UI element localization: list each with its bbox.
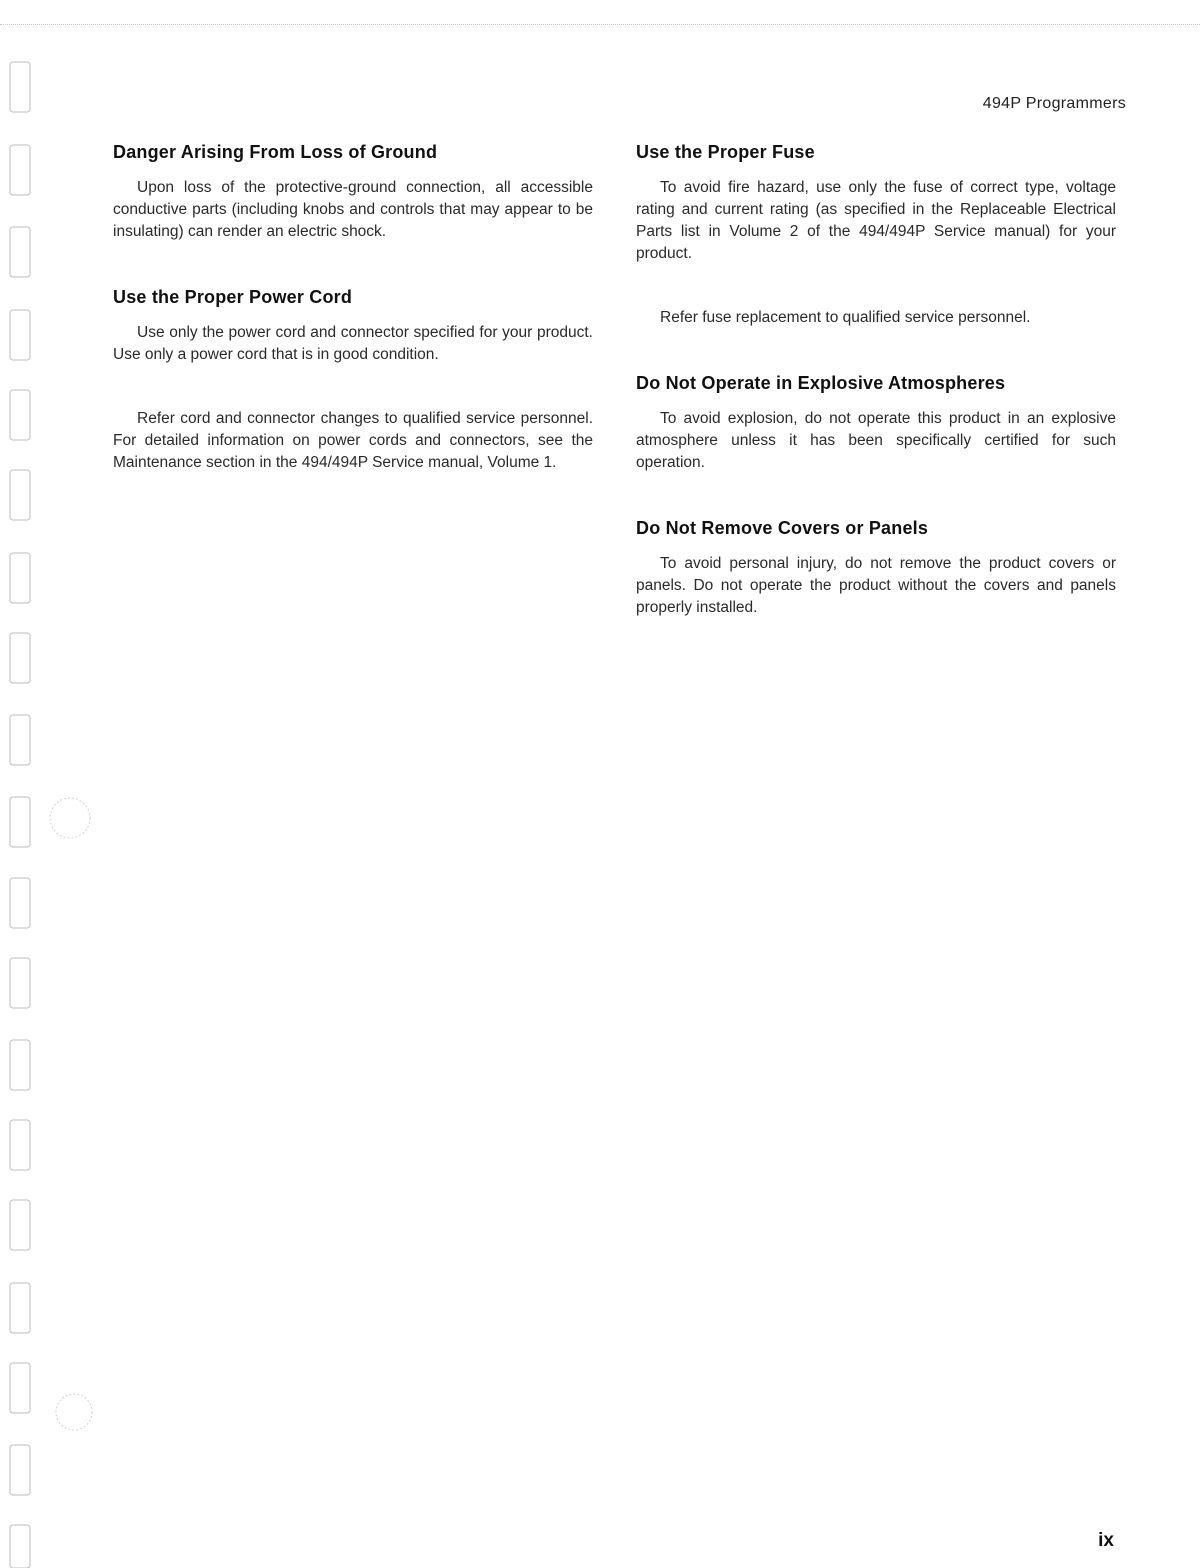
scan-top-edge <box>0 24 1200 25</box>
binder-hole <box>10 1363 30 1413</box>
binder-hole <box>10 145 30 195</box>
right-column <box>636 142 1116 619</box>
binder-hole <box>10 1120 30 1170</box>
section-paragraph: Refer fuse replacement to qualified service personnel. <box>660 309 1031 326</box>
section-heading: Do Not Remove Covers or Panels <box>636 518 929 538</box>
section-paragraph: Upon loss of the protective-ground connection, all accessible conductive parts (including knobs and controls that may appear to be insulating) can render an electric shock. <box>113 179 593 240</box>
binder-ring-mark <box>50 798 90 838</box>
binder-holes-graphic <box>0 0 110 1568</box>
section-heading: Use the Proper Power Cord <box>113 287 353 307</box>
section-paragraph: To avoid personal injury, do not remove the product covers or panels. Do not operate the product without the covers and panels properly installed. <box>636 555 1116 616</box>
page-number: ix <box>1098 1530 1114 1551</box>
binder-hole <box>10 958 30 1008</box>
binder-hole <box>10 797 30 847</box>
binder-hole <box>10 1200 30 1250</box>
section-loss-of-ground <box>113 142 593 243</box>
section-heading: Danger Arising From Loss of Ground <box>113 142 438 162</box>
section-power-cord <box>113 287 593 474</box>
binder-hole <box>10 310 30 360</box>
binder-hole <box>10 470 30 520</box>
binder-hole <box>10 553 30 603</box>
binder-hole <box>10 227 30 277</box>
section-heading: Do Not Operate in Explosive Atmospheres <box>636 373 1006 393</box>
section-paragraph: To avoid fire hazard, use only the fuse of correct type, voltage rating and current rating (as specified in the Replaceable Electrical Parts list in Volume 2 of the 494/494P Service manual) for your product. <box>636 179 1116 262</box>
section-explosive-atmospheres <box>636 373 1116 474</box>
binder-hole <box>10 1525 30 1568</box>
section-heading: Use the Proper Fuse <box>636 142 815 162</box>
binder-hole <box>10 878 30 928</box>
binder-hole <box>10 1445 30 1495</box>
binder-hole <box>10 1283 30 1333</box>
section-proper-fuse <box>636 142 1116 329</box>
binder-hole <box>10 633 30 683</box>
running-header: 494P Programmers <box>982 95 1126 112</box>
binder-hole <box>10 62 30 112</box>
binder-hole-strip <box>0 0 110 1568</box>
section-paragraph: To avoid explosion, do not operate this product in an explosive atmosphere unless it has been specifically certified for such operation. <box>636 410 1116 471</box>
binder-hole <box>10 715 30 765</box>
section-paragraph: Use only the power cord and connector specified for your product. Use only a power cord that is in good condition. <box>113 324 593 363</box>
section-covers-panels <box>636 518 1116 619</box>
section-paragraph: Refer cord and connector changes to qualified service personnel. For detailed information on power cords and connectors, see the Maintenance section in the 494/494P Service manual, Volume 1. <box>113 410 593 471</box>
binder-hole <box>10 1040 30 1090</box>
left-column <box>113 142 593 474</box>
binder-ring-mark <box>56 1394 92 1430</box>
binder-hole <box>10 390 30 440</box>
